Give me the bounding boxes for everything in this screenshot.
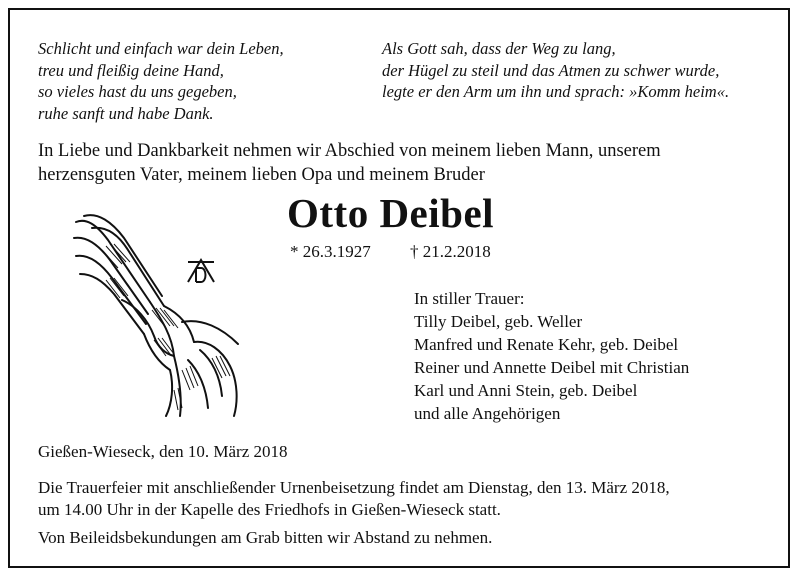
- mourner-entry: Karl und Anni Stein, geb. Deibel: [414, 381, 638, 400]
- intro-line: In Liebe und Dankbarkeit nehmen wir Abschied von meinem lieben Mann, unserem: [38, 141, 661, 161]
- birth-date: * 26.3.1927: [290, 242, 371, 261]
- deceased-name: Otto Deibel: [287, 190, 495, 236]
- poem-line: der Hügel zu steil und das Atmen zu schwer wurde,: [382, 60, 720, 80]
- intro-line: herzensguten Vater, meinem lieben Opa und meinem Bruder: [38, 165, 485, 185]
- death-date: † 21.2.2018: [410, 242, 491, 261]
- poem-line: treu und fleißig deine Hand,: [38, 60, 224, 80]
- place-date: Gießen-Wieseck, den 10. März 2018: [38, 442, 288, 461]
- intro-text: [38, 139, 661, 187]
- mourner-entry: Manfred und Renate Kehr, geb. Deibel: [414, 335, 679, 354]
- poem-line: ruhe sanft und habe Dank.: [38, 103, 214, 123]
- mourner-entry: Reiner und Annette Deibel mit Christian: [414, 358, 690, 377]
- funeral-info: [38, 477, 670, 521]
- funeral-info-line: Die Trauerfeier mit anschließender Urnenbeisetzung findet am Dienstag, den 13. März 2018,: [38, 478, 670, 497]
- mourners-list: [414, 287, 689, 425]
- monogram-icon: [186, 258, 216, 284]
- praying-hands-icon: [62, 210, 252, 420]
- poem-line: legte er den Arm um ihn und sprach: »Komm heim«.: [382, 82, 730, 101]
- poem-left: [38, 38, 284, 124]
- mourners-heading: In stiller Trauer:: [414, 289, 525, 308]
- poem-line: Als Gott sah, dass der Weg zu lang,: [382, 39, 616, 58]
- funeral-info-line: um 14.00 Uhr in der Kapelle des Friedhofs in Gießen-Wieseck statt.: [38, 500, 501, 519]
- mourner-entry: und alle Angehörigen: [414, 404, 561, 423]
- poem-line: Schlicht und einfach war dein Leben,: [38, 39, 284, 58]
- poem-line: so vieles hast du uns gegeben,: [38, 82, 237, 101]
- mourner-entry: Tilly Deibel, geb. Weller: [414, 312, 583, 331]
- condolence-request: Von Beileidsbekundungen am Grab bitten wir Abstand zu nehmen.: [38, 528, 493, 547]
- poem-right: [382, 38, 729, 103]
